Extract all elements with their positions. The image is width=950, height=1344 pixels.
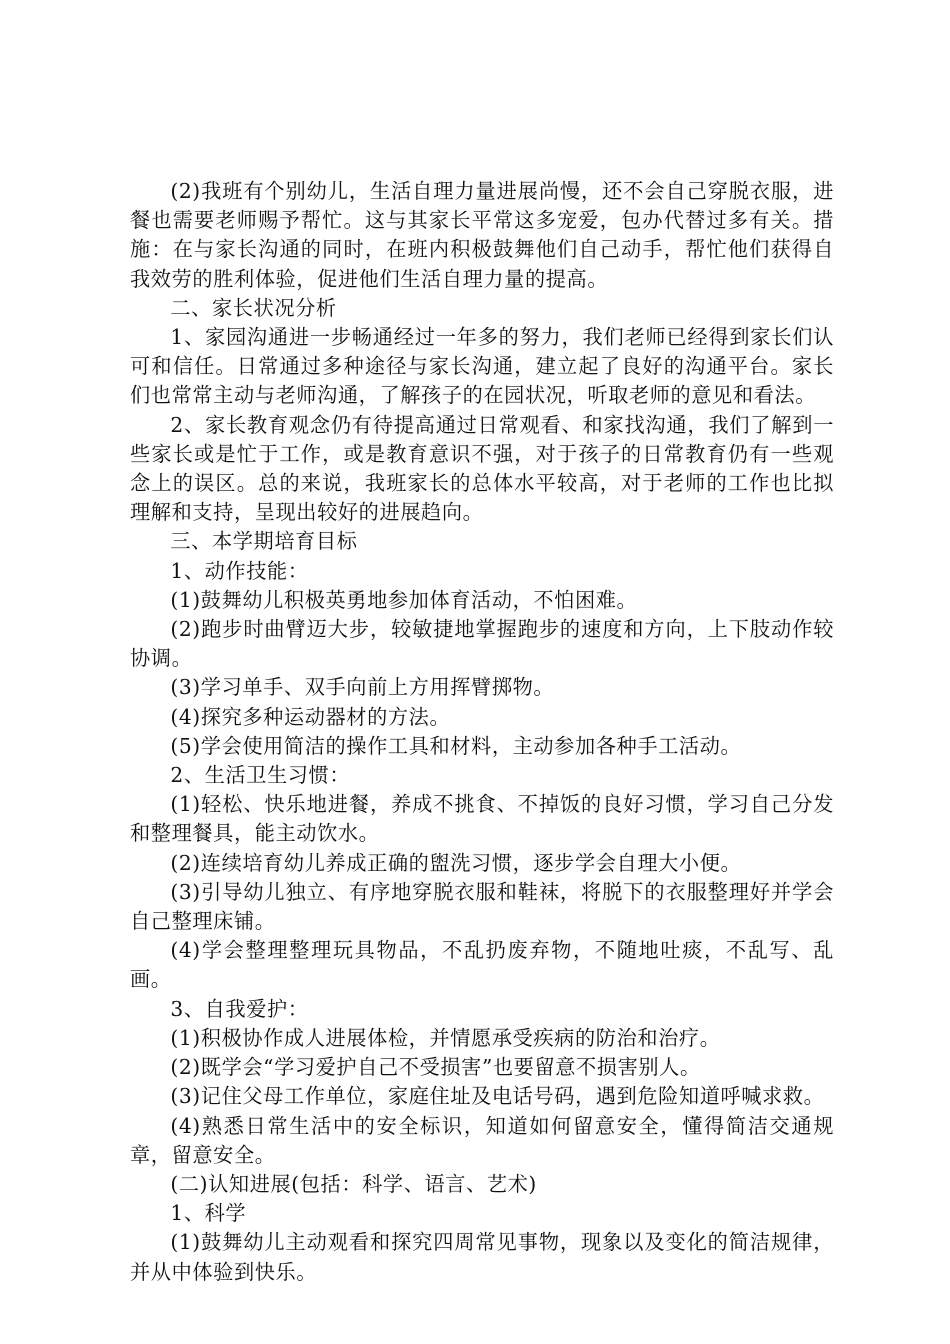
list-item: (3)记住父母工作单位，家庭住址及电话号码，遇到危险知道呼喊求救。: [170, 1084, 825, 1109]
subsection-heading: 1、动作技能：: [170, 558, 309, 583]
subsection-heading: 2、生活卫生习惯：: [170, 763, 351, 788]
paragraph: (2)我班有个别幼儿，生活自理力量进展尚慢，还不会自己穿脱衣服，进餐也需要老师赐予帮忙。这与其家长平常这多宠爱，包办代替过多有关。措施：在与家长沟通的同时，在班内积极鼓舞他们自己动手，帮忙他们获得自我效劳的胜利体验，促进他们生活自理力量的提高。: [130, 179, 834, 291]
paragraph: 2、家长教育观念仍有待提高通过日常观看、和家找沟通，我们了解到一些家长或是忙于工作，或是教育意识不强，对于孩子的日常教育仍有一些观念上的误区。总的来说，我班家长的总体水平较高，对于老师的工作也比拟理解和支持，呈现出较好的进展趋向。: [130, 412, 834, 525]
list-item: (3)学习单手、双手向前上方用挥臂掷物。: [170, 675, 555, 700]
section-heading: 二、家长状况分析: [170, 295, 337, 320]
list-item: (2)既学会“学习爱护自己不受损害”也要留意不损害别人。: [170, 1055, 701, 1080]
paragraph: 1、家园沟通进一步畅通经过一年多的努力，我们老师已经得到家长们认可和信任。日常通过多种途径与家长沟通，建立起了良好的沟通平台。家长们也常常主动与老师沟通，了解孩子的在园状况，听取老师的意见和看法。: [130, 325, 834, 408]
list-item: (1)轻松、快乐地进餐，养成不挑食、不掉饭的良好习惯，学习自己分发和整理餐具，能主动饮水。: [130, 792, 834, 846]
list-item: (4)学会整理整理玩具物品，不乱扔废弃物，不随地吐痰，不乱写、乱画。: [130, 938, 834, 992]
list-item: (1)积极协作成人进展体检，并情愿承受疾病的防治和治疗。: [170, 1025, 721, 1050]
list-item: (3)引导幼儿独立、有序地穿脱衣服和鞋袜，将脱下的衣服整理好并学会自己整理床铺。: [130, 879, 834, 934]
document-body: [130, 177, 834, 1287]
list-item: (2)连续培育幼儿养成正确的盥洗习惯，逐步学会自理大小便。: [170, 850, 742, 875]
list-item: (4)熟悉日常生活中的安全标识，知道如何留意安全，懂得简洁交通规章，留意安全。: [130, 1113, 834, 1167]
section-heading: 三、本学期培育目标: [170, 529, 358, 554]
list-item: (1)鼓舞幼儿积极英勇地参加体育活动，不怕困难。: [170, 587, 638, 612]
subsection-heading: 1、科学: [170, 1201, 247, 1226]
list-item: (4)探究多种运动器材的方法。: [170, 704, 451, 729]
section-heading: (二)认知进展(包括：科学、语言、艺术): [170, 1171, 537, 1196]
subsection-heading: 3、自我爱护：: [170, 996, 309, 1021]
list-item: (2)跑步时曲臂迈大步，较敏捷地掌握跑步的速度和方向，上下肢动作较协调。: [130, 617, 834, 671]
list-item: (5)学会使用简洁的操作工具和材料，主动参加各种手工活动。: [170, 733, 742, 758]
list-item: (1)鼓舞幼儿主动观看和探究四周常见事物，现象以及变化的简洁规律，并从中体验到快乐。: [130, 1230, 834, 1284]
